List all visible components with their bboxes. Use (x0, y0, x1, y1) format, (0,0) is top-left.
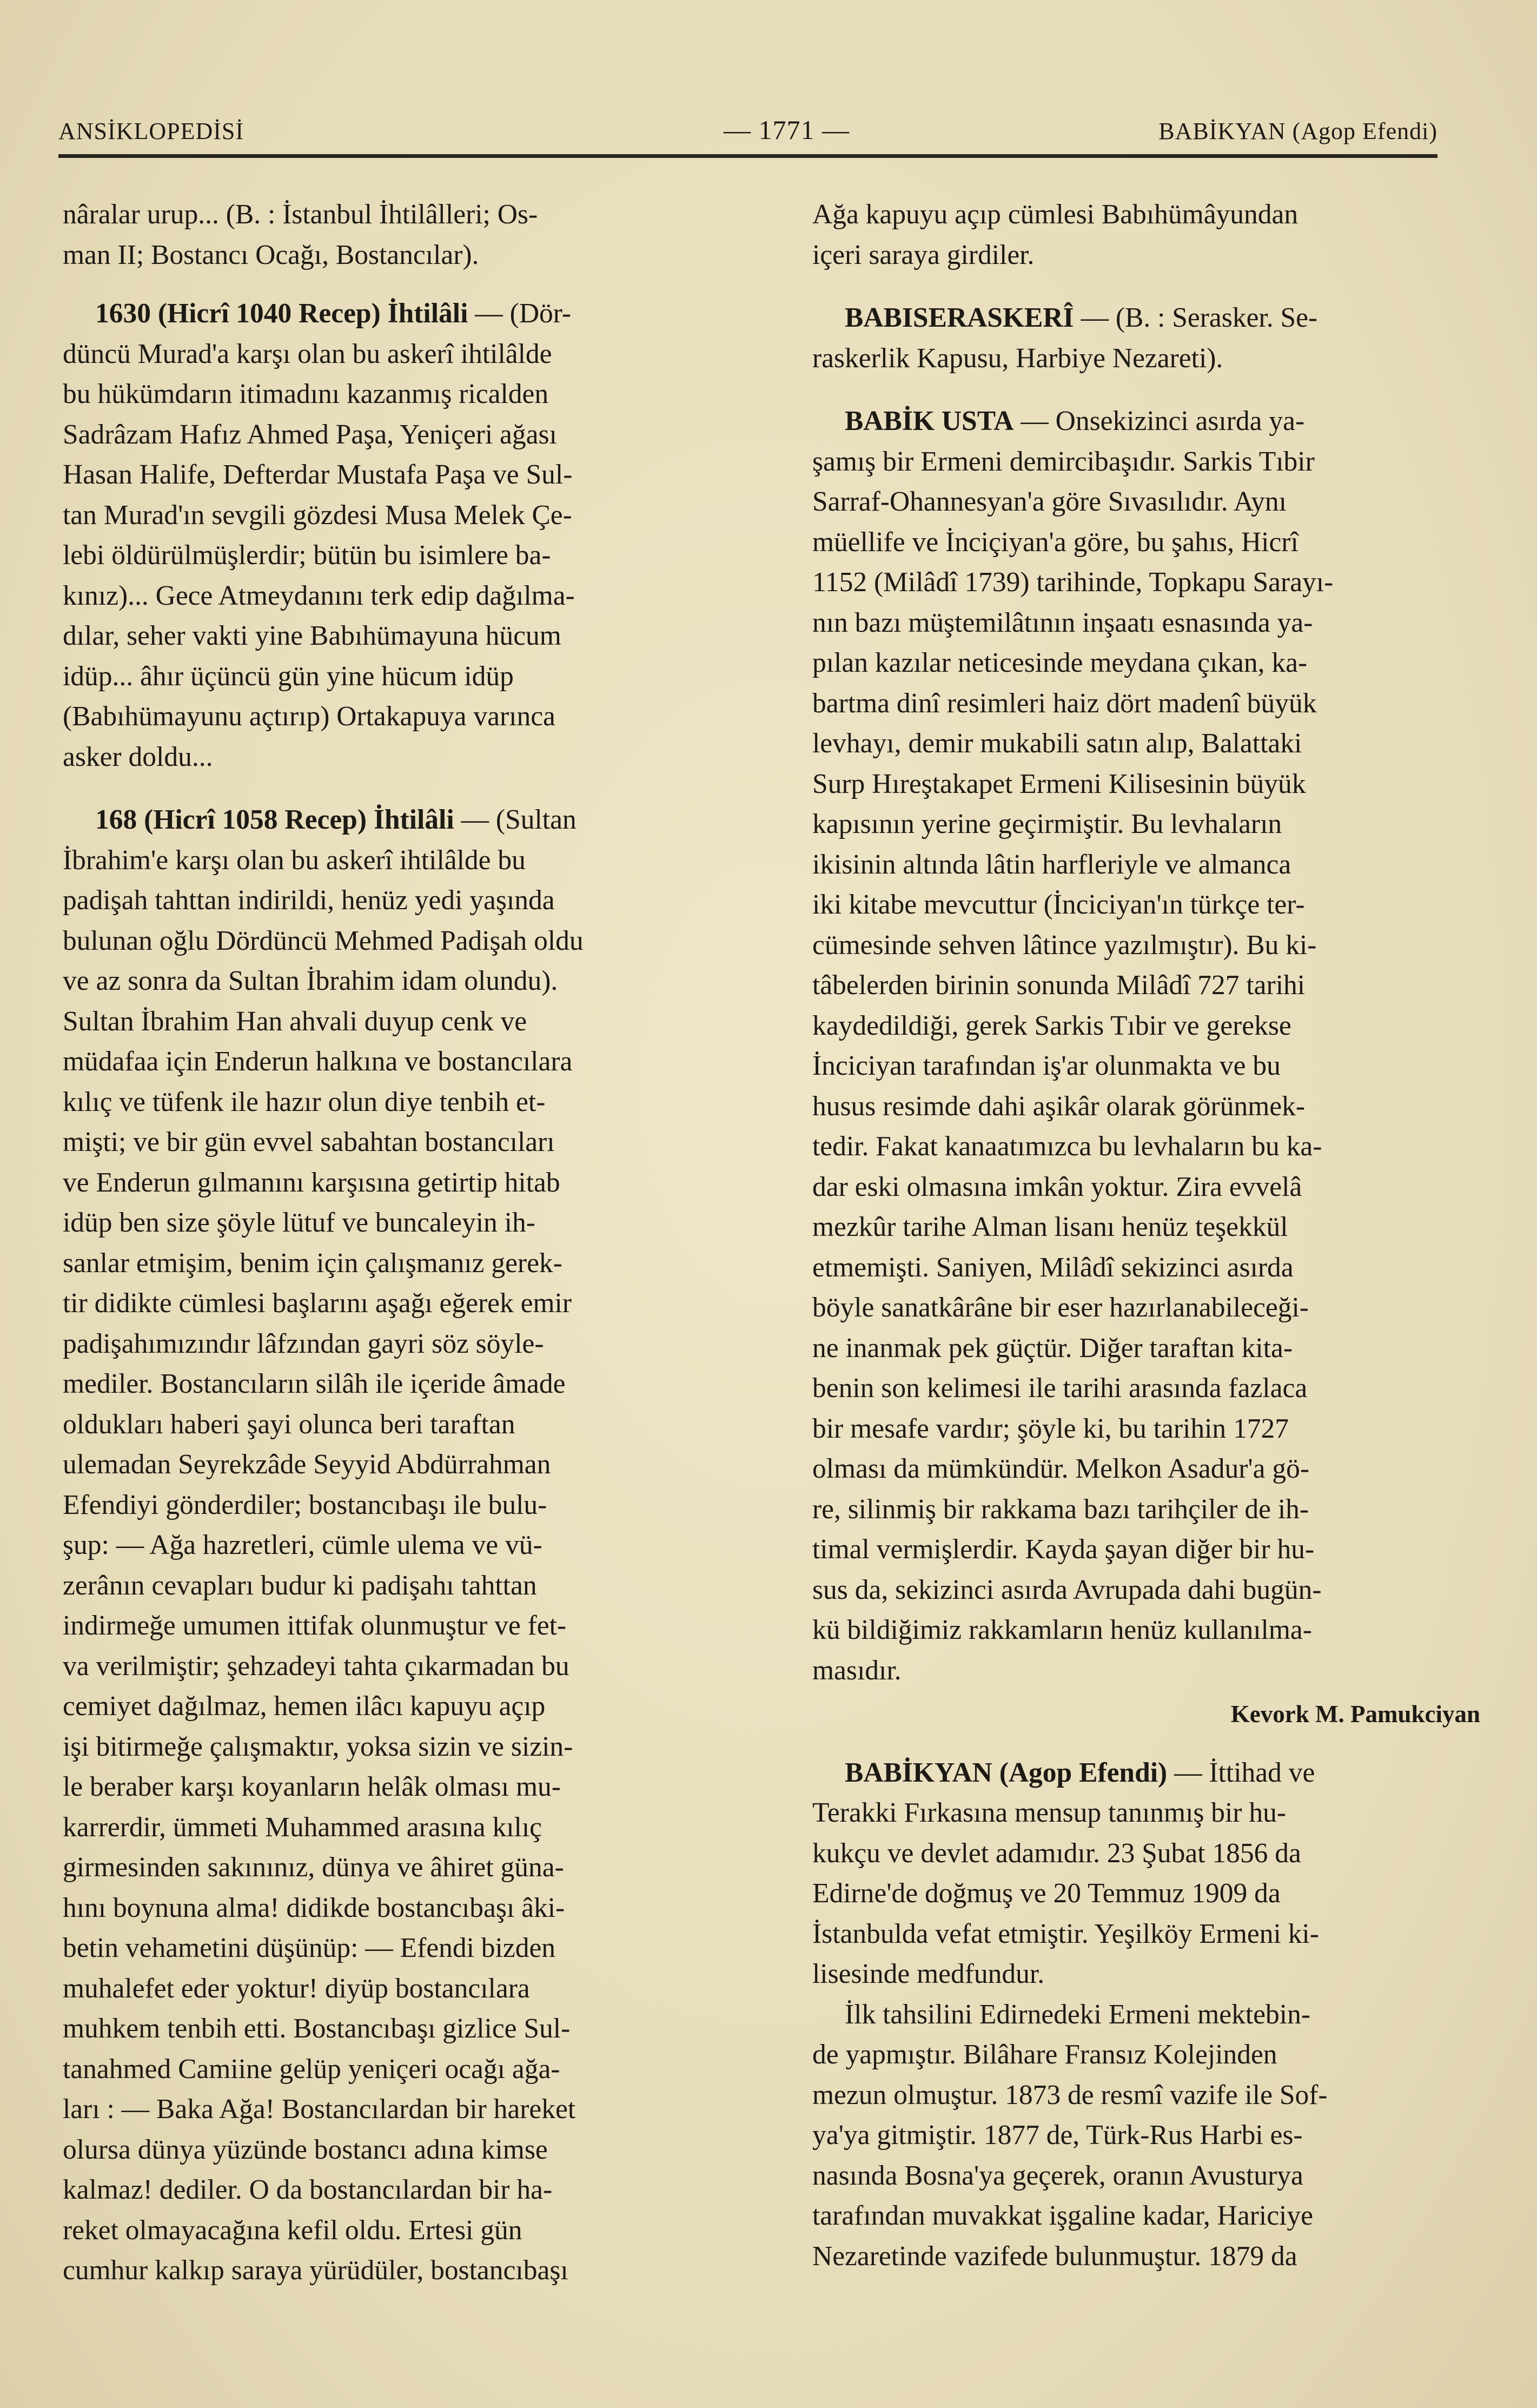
text-line: idüp... âhır üçüncü gün yine hücum idüp (63, 660, 514, 692)
entry-heading: BABİK USTA (845, 406, 1014, 436)
text-line: mezun olmuştur. 1873 de resmî vazife ile Sof- (812, 2079, 1328, 2111)
text-line: padişahımızındır lâfzından gayri söz söyle- (63, 1328, 544, 1359)
text-line: iki kitabe mevcuttur (İnciciyan'ın türkçe ter- (812, 889, 1305, 920)
text-line: kukçu ve devlet adamıdır. 23 Şubat 1856 da (812, 1837, 1301, 1869)
text-line: ları : — Baka Ağa! Bostancılardan bir hareket (63, 2094, 576, 2125)
text-line: müellife ve İnciçiyan'a göre, bu şahıs, Hicrî (812, 526, 1298, 558)
text-line: dar eski olmasına imkân yoktur. Zira evvelâ (812, 1171, 1302, 1202)
text-line: tarafından muvakkat işgaline kadar, Hariciye (812, 2200, 1313, 2231)
text-line: kapısının yerine geçirmiştir. Bu levhaların (812, 809, 1282, 839)
text-line: Ağa kapuyu açıp cümlesi Babıhümâyundan (812, 199, 1298, 230)
text-line: 1630 (Hicrî 1040 Recep) İhtilâli — (Dör- (95, 298, 572, 329)
text-line: Efendiyi gönderdiler; bostancıbaşı ile bulu- (63, 1489, 547, 1520)
text-line: ve Enderun gılmanını karşısına getirtip hitab (63, 1167, 560, 1198)
text-line: zerânın cevapları budur ki padişahı tahttan (63, 1570, 537, 1601)
text-line: ya'ya gitmiştir. 1877 de, Türk-Rus Harbi es- (812, 2120, 1303, 2151)
header-right: BABİKYAN (Agop Efendi) (1158, 118, 1437, 144)
text-line: İlk tahsilini Edirnedeki Ermeni mektebin- (845, 1999, 1310, 2030)
header-left: ANSİKLOPEDİSİ (58, 118, 244, 144)
text-line: tâbelerden birinin sonunda Milâdî 727 tarihi (812, 970, 1306, 1001)
text-line: düncü Murad'a karşı olan bu askerî ihtilâlde (63, 338, 552, 369)
paragraph (63, 800, 760, 2291)
text-line: İbrahim'e karşı olan bu askerî ihtilâlde bu (63, 844, 526, 876)
text-line: tir didikte cümlesi başlarını aşağı eğerek emir (63, 1288, 572, 1319)
paragraph (63, 294, 760, 777)
text-line: va verilmiştir; şehzadeyi tahta çıkarmadan bu (63, 1650, 569, 1682)
text-line: BABİKYAN (Agop Efendi) — İttihad ve (845, 1757, 1315, 1788)
entry-heading: 1630 (Hicrî 1040 Recep) İhtilâli (95, 298, 468, 329)
text-line: reket olmayacağına kefil oldu. Ertesi gün (63, 2214, 522, 2246)
entry-heading: BABISERASKERÎ (845, 302, 1074, 333)
paragraph (812, 298, 1480, 379)
text-line: mezkûr tarihe Alman lisanı henüz teşekkül (812, 1212, 1288, 1242)
text-line: nasında Bosna'ya geçerek, oranın Avusturya (812, 2160, 1303, 2191)
text-line: cümesinde sehven lâtince yazılmıştır). Bu ki- (812, 929, 1317, 961)
text-line: bulunan oğlu Dördüncü Mehmed Padişah oldu (63, 925, 584, 956)
text-line: Sadrâzam Hafız Ahmed Paşa, Yeniçeri ağası (63, 419, 557, 450)
entry-heading: BABİKYAN (Agop Efendi) (845, 1757, 1168, 1788)
paragraph (812, 1753, 1480, 1995)
text-line: Sarraf-Ohannesyan'a göre Sıvasılıdır. Aynı (812, 486, 1287, 517)
text-line: Edirne'de doğmuş ve 20 Temmuz 1909 da (812, 1878, 1281, 1909)
paragraph (812, 401, 1480, 1691)
text-line: olması da mümkündür. Melkon Asadur'a gö- (812, 1453, 1310, 1484)
text-line: padişah tahttan indirildi, henüz yedi yaşında (63, 885, 555, 916)
text-line: etmemişti. Saniyen, Milâdî sekizinci asırda (812, 1252, 1294, 1283)
text-line: tedir. Fakat kanaatımızca bu levhaların bu ka- (812, 1131, 1322, 1162)
text-line: kılıç ve tüfenk ile hazır olun diye tenbih et- (63, 1086, 546, 1117)
text-line: girmesinden sakınınız, dünya ve âhiret güna- (63, 1852, 564, 1883)
text-line: Surp Hıreştakapet Ermeni Kilisesinin büyük (812, 768, 1306, 799)
text-line: mişti; ve bir gün evvel sabahtan bostancıları (63, 1127, 555, 1157)
text-line: 1152 (Milâdî 1739) tarihinde, Topkapu Sarayı- (812, 567, 1334, 598)
text-line: masıdır. (812, 1655, 902, 1686)
text-line: cumhur kalkıp saraya yürüdüler, bostancıbaşı (63, 2255, 568, 2286)
text-line: levhayı, demir mukabili satın alıp, Balattaki (812, 728, 1302, 759)
paragraph (812, 1995, 1480, 2277)
text-line: benin son kelimesi ile tarihi arasında fazlaca (812, 1373, 1308, 1404)
text-line: raskerlik Kapusu, Harbiye Nezareti). (812, 342, 1223, 374)
page-number: — 1771 — (724, 115, 850, 145)
text-line: şup: — Ağa hazretleri, cümle ulema ve vü- (63, 1530, 542, 1560)
author-signature: Kevork M. Pamukciyan (1230, 1701, 1480, 1728)
text-line: kü bildiğimiz rakkamların henüz kullanılma- (812, 1615, 1312, 1645)
text-line: BABISERASKERÎ — (B. : Serasker. Se- (845, 302, 1318, 333)
text-line: husus resimde dahi aşikâr olarak görünmek- (812, 1090, 1306, 1122)
text-line: re, silinmiş bir rakkama bazı tarihçiler de ih- (812, 1493, 1309, 1525)
text-line: bu hükümdarın itimadını kazanmış ricalden (63, 379, 549, 409)
page-header (58, 111, 1437, 149)
text-line: ve az sonra da Sultan İbrahim idam olundu). (63, 965, 558, 996)
text-line: mediler. Bostancıların silâh ile içeride âmade (63, 1368, 566, 1399)
text-line: bartma dinî resimleri haiz dört madenî büyük (812, 687, 1317, 719)
text-line: ulemadan Seyrekzâde Seyyid Abdürrahman (63, 1449, 551, 1480)
text-line: timal vermişlerdir. Kayda şayan diğer bir hu- (812, 1534, 1315, 1565)
text-line: muhkem tenbih etti. Bostancıbaşı gizlice Sul- (63, 2013, 571, 2044)
text-line: muhalefet eder yoktur! diyüp bostancılara (63, 1973, 530, 2004)
text-line: hını boynuna alma! didikde bostancıbaşı âki- (63, 1892, 565, 1923)
text-line: Sultan İbrahim Han ahvali duyup cenk ve (63, 1005, 527, 1037)
text-line: kaydedildiği, gerek Sarkis Tıbir ve gerekse (812, 1010, 1291, 1041)
text-line: idüp ben size şöyle lütuf ve buncaleyin ih- (63, 1207, 535, 1238)
text-line: 168 (Hicrî 1058 Recep) İhtilâli — (Sultan (95, 804, 577, 835)
text-line: de yapmıştır. Bilâhare Fransız Kolejinden (812, 2039, 1277, 2070)
text-line: nın bazı müştemilâtının inşaatı esnasında ya- (812, 607, 1313, 638)
text-line: betin vehametini düşünüp: — Efendi bizden (63, 1933, 556, 1963)
text-line: İstanbulda vefat etmiştir. Yeşilköy Ermeni ki- (812, 1918, 1319, 1949)
text-line: nâralar urup... (B. : İstanbul İhtilâlleri; Os- (63, 199, 538, 230)
text-line: kalmaz! dediler. O da bostancılardan bir ha- (63, 2174, 553, 2205)
text-line: le beraber karşı koyanların helâk olması mu- (63, 1771, 561, 1802)
text-line: içeri saraya girdiler. (812, 239, 1035, 270)
text-line: oldukları haberi şayi olunca beri taraftan (63, 1408, 515, 1440)
text-line: bir mesafe vardır; şöyle ki, bu tarihin 1727 (812, 1413, 1289, 1444)
text-line: asker doldu... (63, 741, 213, 772)
right-column (812, 195, 1480, 2277)
paragraph (812, 195, 1480, 275)
entry-heading: 168 (Hicrî 1058 Recep) İhtilâli (95, 804, 454, 835)
text-line: indirmeğe umumen ittifak olunmuştur ve fet- (63, 1610, 567, 1641)
paragraph (63, 195, 760, 275)
text-line: cemiyet dağılmaz, hemen ilâcı kapuyu açıp (63, 1691, 546, 1722)
text-line: man II; Bostancı Ocağı, Bostancılar). (63, 239, 479, 270)
text-line: böyle sanatkârâne bir eser hazırlanabileceği- (812, 1292, 1309, 1323)
header-rule (58, 154, 1437, 158)
text-line: Nezaretinde vazifede bulunmuştur. 1879 da (812, 2240, 1297, 2272)
text-line: Terakki Fırkasına mensup tanınmış bir hu- (812, 1797, 1287, 1828)
text-line: dılar, seher vakti yine Babıhümayuna hücum (63, 620, 561, 651)
text-line: kınız)... Gece Atmeydanını terk edip dağılma- (63, 580, 575, 611)
text-line: (Babıhümayunu açtırıp) Ortakapuya varınca (63, 701, 555, 732)
text-line: lebi öldürülmüşlerdir; bütün bu isimlere ba- (63, 540, 551, 571)
text-line: pılan kazılar neticesinde meydana çıkan, ka- (812, 647, 1308, 678)
text-line: karrerdir, ümmeti Muhammed arasına kılıç (63, 1811, 542, 1843)
text-line: Hasan Halife, Defterdar Mustafa Paşa ve Sul- (63, 459, 573, 490)
text-line: BABİK USTA — Onsekizinci asırda ya- (845, 406, 1305, 436)
text-line: lisesinde medfundur. (812, 1959, 1045, 1989)
text-line: ikisinin altında lâtin harfleriyle ve almanca (812, 849, 1291, 880)
text-line: İnciciyan tarafından iş'ar olunmakta ve bu (812, 1050, 1281, 1081)
left-column (63, 195, 760, 2291)
text-line: ne inanmak pek güçtür. Diğer taraftan kita- (812, 1332, 1293, 1364)
text-line: şamış bir Ermeni demircibaşıdır. Sarkis Tıbir (812, 446, 1315, 477)
text-line: olursa dünya yüzünde bostancı adına kimse (63, 2134, 548, 2165)
text-line: tanahmed Camiine gelüp yeniçeri ocağı ağa- (63, 2053, 560, 2085)
text-line: sus da, sekizinci asırda Avrupada dahi bugün- (812, 1574, 1322, 1605)
text-line: sanlar etmişim, benim için çalışmanız gerek- (63, 1247, 562, 1279)
text-line: tan Murad'ın sevgili gözdesi Musa Melek Çe- (63, 499, 572, 531)
text-line: müdafaa için Enderun halkına ve bostancılara (63, 1046, 573, 1077)
text-line: işi bitirmeğe çalışmaktır, yoksa sizin ve sizin- (63, 1731, 573, 1762)
